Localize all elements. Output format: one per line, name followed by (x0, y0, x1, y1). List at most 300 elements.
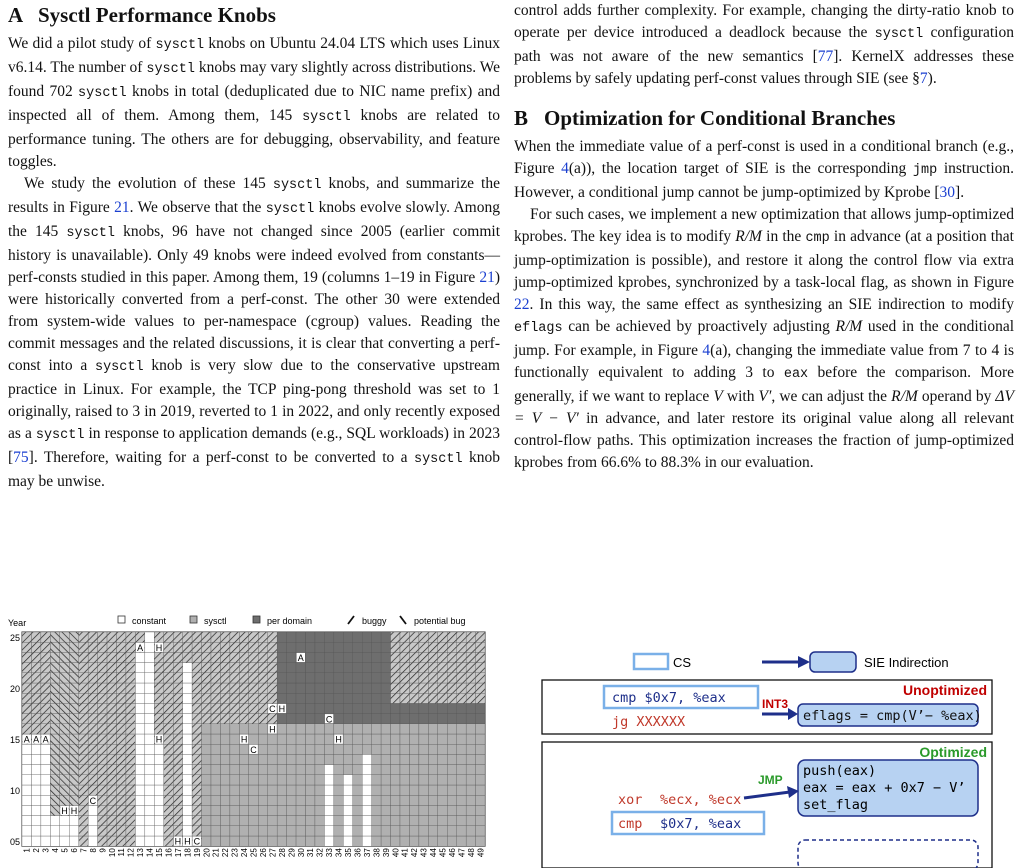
marker-letter: H (70, 806, 78, 817)
cell-c11-r5 (117, 785, 126, 795)
cell-c24-r8 (239, 754, 248, 764)
cell-c33-r9 (324, 744, 333, 754)
cell-c49-r14 (476, 693, 485, 703)
cell-c37-r11 (362, 724, 371, 734)
cell-c19-r17 (192, 663, 201, 673)
cell-c10-r10 (107, 734, 116, 744)
cell-c39-r5 (381, 785, 390, 795)
right_p2-seg: in advance (at a position that jump-optimization is possible), and restore it along the control flow via extra jump-optimized kprobes, synchronized by a task-local flag, as shown in Figure (514, 228, 1014, 291)
marker-letter: H (61, 806, 68, 817)
cell-c39-r19 (381, 642, 390, 652)
cell-c26-r20 (258, 632, 267, 642)
cell-c41-r6 (400, 775, 409, 785)
cell-c44-r9 (428, 744, 437, 754)
cell-c12-r16 (126, 673, 135, 683)
cell-c30-r20 (296, 632, 305, 642)
marker-letter: H (184, 836, 191, 847)
cell-c43-r14 (419, 693, 428, 703)
cell-c12-r14 (126, 693, 135, 703)
cell-c5-r19 (60, 642, 69, 652)
cell-c45-r11 (438, 724, 447, 734)
cell-c18-r5 (183, 785, 192, 795)
cell-c39-r0 (381, 836, 390, 846)
cell-c35-r11 (343, 724, 352, 734)
cell-c22-r7 (220, 765, 229, 775)
cell-c35-r0 (343, 836, 352, 846)
cell-c37-r15 (362, 683, 371, 693)
cell-c30-r10 (296, 734, 305, 744)
cell-c49-r7 (476, 765, 485, 775)
cell-c1-r4 (22, 795, 31, 805)
cell-c38-r18 (372, 652, 381, 662)
cell-c34-r0 (334, 836, 343, 846)
cell-c24-r6 (239, 775, 248, 785)
cell-c34-r14 (334, 693, 343, 703)
cell-c31-r4 (306, 795, 315, 805)
right_p2-seg: R/M (735, 228, 762, 245)
cell-c39-r2 (381, 816, 390, 826)
cell-c39-r12 (381, 714, 390, 724)
cell-c29-r2 (287, 816, 296, 826)
cell-c12-r4 (126, 795, 135, 805)
right_p1-seg: When the immediate value of a perf-const is used in a conditional branch (e.g., Figure (514, 138, 1014, 177)
cell-c31-r18 (306, 652, 315, 662)
cell-c44-r3 (428, 805, 437, 815)
right_p2-seg: operand by (917, 388, 996, 405)
cell-c23-r7 (230, 765, 239, 775)
cell-c23-r14 (230, 693, 239, 703)
cell-c10-r2 (107, 816, 116, 826)
cell-c20-r19 (202, 642, 211, 652)
cell-c6-r8 (69, 754, 78, 764)
cell-c18-r1 (183, 826, 192, 836)
cell-c45-r19 (438, 642, 447, 652)
cell-c45-r16 (438, 673, 447, 683)
cell-c37-r10 (362, 734, 371, 744)
cell-c22-r14 (220, 693, 229, 703)
cell-c35-r12 (343, 714, 352, 724)
cell-c6-r7 (69, 765, 78, 775)
cell-c16-r15 (164, 683, 173, 693)
cell-c40-r8 (391, 754, 400, 764)
x-tick-label: 7 (79, 848, 89, 853)
cell-c25-r5 (249, 785, 258, 795)
cell-c40-r10 (391, 734, 400, 744)
cell-c20-r9 (202, 744, 211, 754)
cell-c13-r10 (135, 734, 144, 744)
cell-c1-r3 (22, 805, 31, 815)
cell-c11-r13 (117, 703, 126, 713)
cell-c1-r13 (22, 703, 31, 713)
cell-c17-r6 (173, 775, 182, 785)
right_p1-seg[interactable]: 4 (561, 160, 569, 177)
cell-c27-r9 (268, 744, 277, 754)
cell-c14-r16 (145, 673, 154, 683)
cell-c40-r0 (391, 836, 400, 846)
marker-letter: C (325, 714, 333, 725)
x-tick-label: 29 (287, 848, 297, 858)
cell-c14-r11 (145, 724, 154, 734)
cell-c45-r9 (438, 744, 447, 754)
marker-letter: A (23, 734, 30, 745)
cell-c8-r19 (88, 642, 97, 652)
cell-c4-r9 (50, 744, 59, 754)
cell-c40-r4 (391, 795, 400, 805)
cell-c13-r17 (135, 663, 144, 673)
y-tick-label: 15 (9, 735, 20, 746)
cell-c12-r12 (126, 714, 135, 724)
y-tick-label: 25 (9, 633, 20, 644)
cell-c26-r15 (258, 683, 267, 693)
cell-c43-r8 (419, 754, 428, 764)
cell-c39-r1 (381, 826, 390, 836)
cell-c32-r4 (315, 795, 324, 805)
cell-c18-r16 (183, 673, 192, 683)
legend-label-pbug: potential bug (414, 616, 466, 626)
cell-c7-r17 (79, 663, 88, 673)
cell-c8-r9 (88, 744, 97, 754)
cell-c49-r9 (476, 744, 485, 754)
cell-c45-r14 (438, 693, 447, 703)
cell-c41-r2 (400, 816, 409, 826)
left_p2-seg: knobs, 96 have not changed since 2005 (earlier commit history is unavailable). Only 49 knobs were indeed evolved from constants—perf-consts studied in this paper. Among them, 19 (columns 1–19 in Figure (8, 223, 500, 286)
cell-c42-r0 (409, 836, 418, 846)
cell-c4-r20 (50, 632, 59, 642)
cell-c10-r14 (107, 693, 116, 703)
cell-c12-r18 (126, 652, 135, 662)
cell-c3-r3 (41, 805, 50, 815)
right_p0-seg: ]. KernelX addresses these problems by safely updating perf-const values through SIE (see § (514, 48, 1014, 87)
cell-c25-r11 (249, 724, 258, 734)
cell-c17-r5 (173, 785, 182, 795)
cell-c13-r5 (135, 785, 144, 795)
cell-c10-r19 (107, 642, 116, 652)
code-cmp-opt-op: cmp (618, 816, 643, 832)
x-tick-label: 28 (277, 848, 287, 858)
cell-c24-r9 (239, 744, 248, 754)
cell-c5-r6 (60, 775, 69, 785)
cell-c6-r18 (69, 652, 78, 662)
code-push: push(eax) (803, 763, 877, 779)
cell-c42-r18 (409, 652, 418, 662)
cell-c40-r19 (391, 642, 400, 652)
cell-c28-r12 (277, 714, 286, 724)
cell-c26-r17 (258, 663, 267, 673)
cell-c22-r12 (220, 714, 229, 724)
cell-c20-r7 (202, 765, 211, 775)
cell-c37-r4 (362, 795, 371, 805)
left_p1-seg: knobs may vary slightly across distributions. We found 702 (8, 59, 501, 100)
cell-c40-r3 (391, 805, 400, 815)
cell-c46-r7 (447, 765, 456, 775)
cell-c29-r5 (287, 785, 296, 795)
x-tick-label: 4 (51, 848, 61, 853)
cell-c33-r14 (324, 693, 333, 703)
cell-c46-r4 (447, 795, 456, 805)
cell-c9-r20 (98, 632, 107, 642)
cell-c3-r19 (41, 642, 50, 652)
cell-c22-r6 (220, 775, 229, 785)
cell-c2-r6 (31, 775, 40, 785)
cell-c47-r19 (457, 642, 466, 652)
cell-c5-r5 (60, 785, 69, 795)
cell-c39-r16 (381, 673, 390, 683)
cell-c1-r0 (22, 836, 31, 846)
cell-c7-r12 (79, 714, 88, 724)
cell-c48-r14 (466, 693, 475, 703)
cell-c29-r4 (287, 795, 296, 805)
cell-c36-r11 (353, 724, 362, 734)
cell-c4-r4 (50, 795, 59, 805)
cell-c14-r4 (145, 795, 154, 805)
cell-c38-r19 (372, 642, 381, 652)
cell-c8-r14 (88, 693, 97, 703)
cell-c9-r12 (98, 714, 107, 724)
cell-c28-r4 (277, 795, 286, 805)
cell-c48-r13 (466, 703, 475, 713)
marker-letter: H (269, 724, 276, 735)
left_p2-seg[interactable]: 21 (479, 269, 495, 286)
cell-c18-r11 (183, 724, 192, 734)
cell-c7-r2 (79, 816, 88, 826)
cell-c27-r20 (268, 632, 277, 642)
cell-c21-r3 (211, 805, 220, 815)
cell-c43-r20 (419, 632, 428, 642)
left_p2-seg: ) were historically converted from a perf-const. The other 30 were extended from system-wide values to per-namespace (cgroup) values. Reading the commit messages and the related discussions, it is clear that converting a perf-const into a (8, 269, 500, 374)
cell-c10-r9 (107, 744, 116, 754)
cell-c41-r12 (400, 714, 409, 724)
cell-c26-r13 (258, 703, 267, 713)
right_p0-seg[interactable]: 77 (817, 48, 834, 65)
cell-c42-r13 (409, 703, 418, 713)
x-tick-label: 25 (249, 848, 259, 858)
cell-c24-r3 (239, 805, 248, 815)
cell-c39-r11 (381, 724, 390, 734)
cell-c17-r12 (173, 714, 182, 724)
cell-c38-r12 (372, 714, 381, 724)
cell-c44-r7 (428, 765, 437, 775)
cell-c32-r16 (315, 673, 324, 683)
cell-c23-r10 (230, 734, 239, 744)
legend-swatch-constant (118, 616, 125, 623)
cell-c49-r8 (476, 754, 485, 764)
cell-c47-r3 (457, 805, 466, 815)
legend-label-perdomain: per domain (267, 616, 313, 626)
cell-c37-r13 (362, 703, 371, 713)
cell-c16-r9 (164, 744, 173, 754)
left_p2-seg: sysctl (413, 452, 463, 467)
cell-c30-r1 (296, 826, 305, 836)
cell-c11-r12 (117, 714, 126, 724)
cell-c1-r19 (22, 642, 31, 652)
cell-c48-r10 (466, 734, 475, 744)
cell-c22-r13 (220, 703, 229, 713)
cell-c4-r6 (50, 775, 59, 785)
cell-c31-r1 (306, 826, 315, 836)
cell-c12-r3 (126, 805, 135, 815)
right_p0-seg[interactable]: 7 (919, 70, 928, 87)
cell-c31-r15 (306, 683, 315, 693)
cell-c32-r11 (315, 724, 324, 734)
cell-c14-r0 (145, 836, 154, 846)
right_p2-seg[interactable]: 4 (702, 342, 711, 359)
cell-c8-r20 (88, 632, 97, 642)
cell-c11-r10 (117, 734, 126, 744)
cell-c34-r20 (334, 632, 343, 642)
cell-c9-r19 (98, 642, 107, 652)
cell-c40-r2 (391, 816, 400, 826)
cell-c10-r11 (107, 724, 116, 734)
cell-c29-r9 (287, 744, 296, 754)
cell-c44-r18 (428, 652, 437, 662)
x-tick-label: 47 (457, 848, 467, 858)
cell-c35-r7 (343, 765, 352, 775)
x-tick-label: 19 (192, 848, 202, 858)
cell-c41-r13 (400, 703, 409, 713)
cell-c6-r0 (69, 836, 78, 846)
cell-c38-r15 (372, 683, 381, 693)
cell-c7-r4 (79, 795, 88, 805)
cell-c29-r12 (287, 714, 296, 724)
x-tick-label: 36 (353, 848, 363, 858)
cell-c34-r4 (334, 795, 343, 805)
cell-c16-r8 (164, 754, 173, 764)
cell-c39-r9 (381, 744, 390, 754)
cell-c16-r5 (164, 785, 173, 795)
cell-c14-r13 (145, 703, 154, 713)
cell-c46-r10 (447, 734, 456, 744)
cell-c29-r0 (287, 836, 296, 846)
cell-c33-r6 (324, 775, 333, 785)
cell-c6-r5 (69, 785, 78, 795)
right_p1-seg[interactable]: 30 (939, 184, 956, 201)
cell-c15-r13 (154, 703, 163, 713)
cell-c4-r3 (50, 805, 59, 815)
cell-c21-r4 (211, 795, 220, 805)
left_p2-seg: . We observe that the (129, 199, 266, 216)
x-tick-label: 2 (32, 848, 42, 853)
cell-c34-r8 (334, 754, 343, 764)
right_p2-seg: before the comparison. More generally, if we want to replace (514, 364, 1014, 405)
cell-c8-r1 (88, 826, 97, 836)
cell-c33-r16 (324, 673, 333, 683)
cell-c9-r13 (98, 703, 107, 713)
cell-c47-r2 (457, 816, 466, 826)
cell-c19-r5 (192, 785, 201, 795)
x-tick-label: 8 (88, 848, 98, 853)
cell-c36-r18 (353, 652, 362, 662)
cell-c14-r17 (145, 663, 154, 673)
cell-c23-r3 (230, 805, 239, 815)
cell-c42-r2 (409, 816, 418, 826)
cell-c38-r14 (372, 693, 381, 703)
cell-c14-r12 (145, 714, 154, 724)
cell-c45-r10 (438, 734, 447, 744)
cell-c37-r5 (362, 785, 371, 795)
cell-c15-r17 (154, 663, 163, 673)
cell-c4-r12 (50, 714, 59, 724)
cell-c2-r4 (31, 795, 40, 805)
cell-c1-r7 (22, 765, 31, 775)
cell-c29-r11 (287, 724, 296, 734)
cell-c20-r16 (202, 673, 211, 683)
cell-c40-r13 (391, 703, 400, 713)
cell-c21-r7 (211, 765, 220, 775)
left_p1-seg: sysctl (146, 62, 195, 77)
cell-c30-r13 (296, 703, 305, 713)
cell-c31-r17 (306, 663, 315, 673)
cell-c26-r18 (258, 652, 267, 662)
cell-c12-r6 (126, 775, 135, 785)
cell-c11-r17 (117, 663, 126, 673)
cell-c1-r17 (22, 663, 31, 673)
cell-c26-r3 (258, 805, 267, 815)
cell-c24-r1 (239, 826, 248, 836)
cell-c3-r6 (41, 775, 50, 785)
cell-c31-r10 (306, 734, 315, 744)
cell-c40-r20 (391, 632, 400, 642)
cell-c30-r9 (296, 744, 305, 754)
cell-c7-r13 (79, 703, 88, 713)
left_p2-seg[interactable]: 21 (114, 199, 130, 216)
cell-c35-r8 (343, 754, 352, 764)
cell-c31-r14 (306, 693, 315, 703)
left_p2-seg[interactable]: 75 (13, 449, 29, 466)
cell-c21-r10 (211, 734, 220, 744)
right_p2-seg: . In this way, the same effect as synthesizing an SIE indirection to modify (529, 296, 1014, 313)
cell-c43-r4 (419, 795, 428, 805)
cell-c35-r14 (343, 693, 352, 703)
cell-c1-r5 (22, 785, 31, 795)
cell-c5-r4 (60, 795, 69, 805)
cell-c10-r8 (107, 754, 116, 764)
cell-c13-r18 (135, 652, 144, 662)
cell-c21-r2 (211, 816, 220, 826)
cell-c41-r11 (400, 724, 409, 734)
cell-c24-r11 (239, 724, 248, 734)
cell-c4-r2 (50, 816, 59, 826)
cell-c44-r15 (428, 683, 437, 693)
cell-c27-r1 (268, 826, 277, 836)
cell-c20-r0 (202, 836, 211, 846)
cell-c47-r18 (457, 652, 466, 662)
cell-c43-r19 (419, 642, 428, 652)
cell-c25-r8 (249, 754, 258, 764)
cell-c35-r3 (343, 805, 352, 815)
right_p2-seg: ΔV = V − V′ (514, 388, 1014, 427)
cell-c14-r9 (145, 744, 154, 754)
cell-c3-r7 (41, 765, 50, 775)
cell-c7-r18 (79, 652, 88, 662)
cell-c10-r3 (107, 805, 116, 815)
cell-c27-r19 (268, 642, 277, 652)
paragraph-sysctl-evolution (8, 173, 500, 493)
cell-c10-r17 (107, 663, 116, 673)
cell-c36-r14 (353, 693, 362, 703)
x-tick-label: 11 (117, 848, 127, 857)
x-tick-label: 33 (325, 848, 335, 858)
cell-c46-r6 (447, 775, 456, 785)
cell-c32-r20 (315, 632, 324, 642)
cell-c38-r13 (372, 703, 381, 713)
cell-c9-r16 (98, 673, 107, 683)
optimized-label: Optimized (919, 744, 987, 760)
cell-c26-r19 (258, 642, 267, 652)
cell-c42-r6 (409, 775, 418, 785)
cell-c45-r18 (438, 652, 447, 662)
x-tick-label: 41 (400, 848, 410, 858)
right_p2-seg[interactable]: 22 (514, 296, 530, 313)
